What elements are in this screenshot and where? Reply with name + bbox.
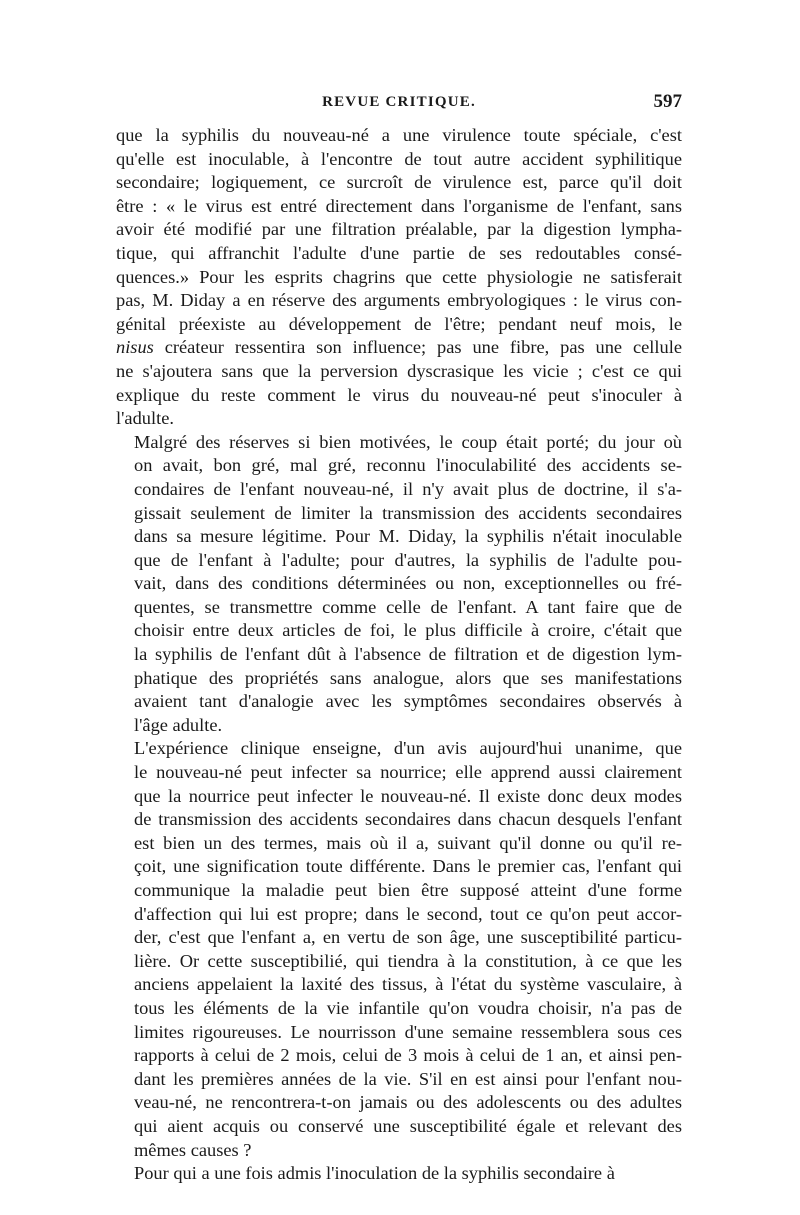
text-line: Malgré des réserves si bien motivées, le coup était porté; du jour où [134, 431, 682, 452]
text-line: avaient tant d'analogie avec les symptômes secondaires observés à [134, 691, 682, 712]
text-line: être : « le virus est entré directement dans l'organisme de l'enfant, sans [116, 195, 682, 216]
text-line: de transmission des accidents secondaires dans chacun desquels l'enfant [134, 809, 682, 830]
text-line: gissait seulement de limiter la transmission des accidents secondaires [134, 502, 682, 523]
text-line: que la syphilis du nouveau-né a une virulence toute spéciale, c'est [116, 125, 682, 145]
text-line: tous les éléments de la vie infantile qu'on voudra choisir, n'a pas de [134, 997, 682, 1018]
text-line: explique du reste comment le virus du nouveau-né peut s'inoculer à [116, 384, 682, 405]
body-text [116, 124, 682, 1186]
text-line: condaires de l'enfant nouveau-né, il n'y avait plus de doctrine, il s'a- [134, 478, 682, 499]
text-line: der, c'est que l'enfant a, en vertu de son âge, une susceptibilité particu- [134, 927, 682, 948]
text-line: veau-né, ne rencontrera-t-on jamais ou des adolescents ou des adultes [134, 1092, 682, 1113]
text-line: phatique des propriétés sans analogue, alors que ses manifestations [134, 667, 682, 688]
text-line: anciens appelaient la laxité des tissus, à l'état du système vasculaire, à [134, 974, 682, 995]
text-line: avoir été modifié par une filtration préalable, par la digestion lympha- [116, 219, 682, 240]
text-line: est bien un des termes, mais où il a, suivant qu'il donne ou qu'il re- [134, 832, 682, 853]
text-line: Pour qui a une fois admis l'inoculation de la syphilis secondaire à [134, 1163, 615, 1184]
text-line: que de l'enfant à l'adulte; pour d'autres, la syphilis de l'adulte pou- [134, 549, 682, 570]
text-line: choisir entre deux articles de foi, le plus difficile à croire, c'était que [134, 620, 682, 641]
text-line: mêmes causes ? [134, 1139, 252, 1160]
text-line: dans sa mesure légitime. Pour M. Diday, la syphilis n'était inoculable [134, 526, 682, 547]
text-line: pas, M. Diday a en réserve des arguments embryologiques : le virus con- [116, 290, 682, 311]
text-line: la syphilis de l'enfant dût à l'absence de filtration et de digestion lym- [134, 644, 682, 665]
text-line: ne s'ajoutera sans que la perversion dyscrasique les vicie ; c'est ce qui [116, 360, 682, 381]
page-header [116, 91, 682, 120]
text-line: d'affection qui lui est propre; dans le second, tout ce qu'on peut accor- [134, 903, 682, 924]
paragraph [116, 737, 682, 1162]
text-line: quences.» Pour les esprits chagrins que cette physiologie ne satisferait [116, 266, 682, 287]
page-number: 597 [653, 91, 682, 112]
text-line: quentes, se transmettre comme celle de l'enfant. A tant faire que de [134, 596, 682, 617]
text-line: qu'elle est inoculable, à l'encontre de tout autre accident syphilitique [116, 148, 682, 169]
text-line: l'adulte. [116, 408, 174, 429]
text-line: génital préexiste au développement de l'être; pendant neuf mois, le [116, 313, 682, 334]
text-line: rapports à celui de 2 mois, celui de 3 mois à celui de 1 an, et ainsi pen- [134, 1045, 682, 1066]
text-line: çoit, une signification toute différente. Dans le premier cas, l'enfant qui [134, 856, 682, 877]
text-line: vait, dans des conditions déterminées ou non, exceptionnelles ou fré- [134, 573, 682, 594]
text-line: lière. Or cette susceptibilié, qui tiendra à la constitution, à ce que les [134, 950, 682, 971]
text-line: nisus créateur ressentira son influence; pas une fibre, pas une cellule [116, 337, 682, 358]
text-line: tique, qui affranchit l'adulte d'une partie de ses redoutables consé- [116, 242, 682, 263]
paragraph [116, 124, 682, 431]
text-line: on avait, bon gré, mal gré, reconnu l'inoculabilité des accidents se- [134, 455, 682, 476]
text-line: qui aient acquis ou conservé une susceptibilité égale et relevant des [134, 1115, 682, 1136]
text-line: communique la maladie peut bien être supposé atteint d'une forme [134, 880, 682, 900]
text-line: limites rigoureuses. Le nourrisson d'une semaine ressemblera sous ces [134, 1021, 682, 1042]
text-line: L'expérience clinique enseigne, d'un avis aujourd'hui unanime, que [134, 738, 682, 759]
text-line: le nouveau-né peut infecter sa nourrice; elle apprend aussi clairement [134, 762, 682, 783]
text-line: que la nourrice peut infecter le nouveau-né. Il existe donc deux modes [134, 785, 682, 806]
running-title: REVUE CRITIQUE. [322, 94, 476, 110]
text-line: l'âge adulte. [134, 714, 223, 735]
paragraph [116, 431, 682, 738]
paragraph [116, 1162, 682, 1186]
text-line: dant les premières années de la vie. S'il en est ainsi pour l'enfant nou- [134, 1068, 682, 1089]
text-line: secondaire; logiquement, ce surcroît de virulence est, parce qu'il doit [116, 172, 682, 193]
